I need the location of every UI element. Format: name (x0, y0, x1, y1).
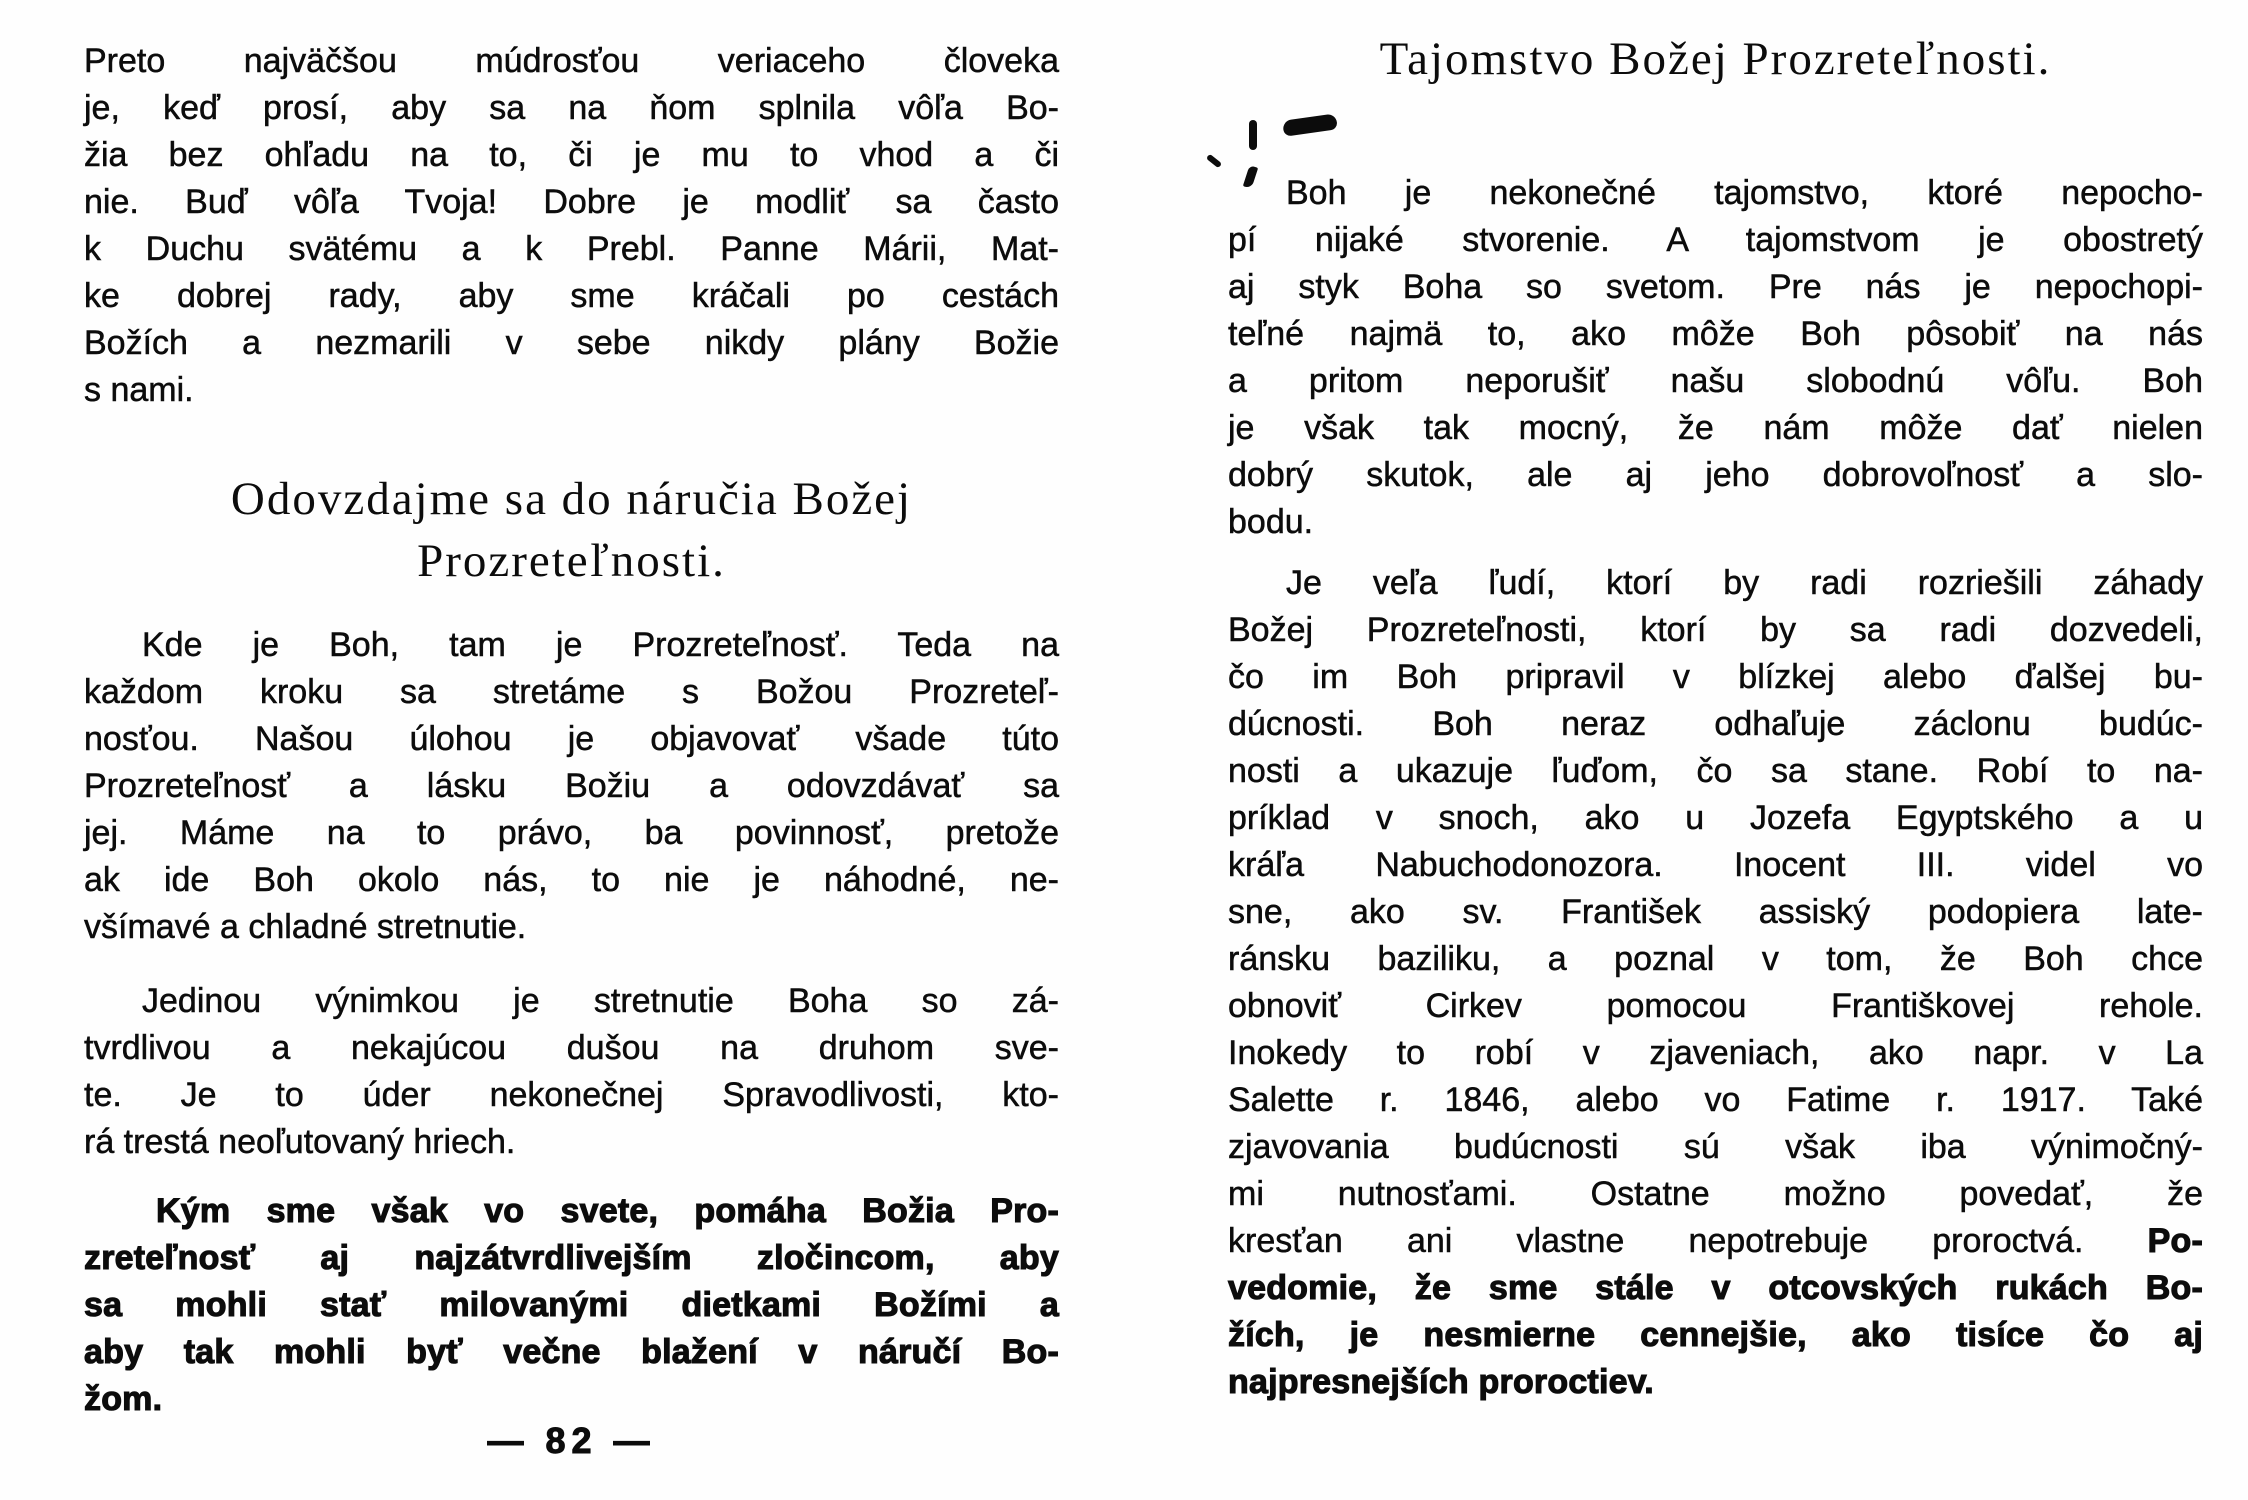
text-run: ránsku baziliku, a poznal v tom, že Boh chce (1228, 940, 2203, 978)
text-run: všímavé a chladné stretnutie. (84, 908, 527, 946)
text-run: čo im Boh pripravil v blízkej alebo ďalšej bu- (1228, 658, 2203, 696)
text-line (84, 530, 1059, 592)
text-line (1228, 560, 2203, 607)
text-run: tvrdlivou a nekajúcou dušou na druhom sve- (84, 1029, 1059, 1067)
left-section-heading (84, 468, 1059, 592)
text-run: Inokedy to robí v zjaveniach, ako napr. v La (1228, 1034, 2203, 1072)
right-section-heading-text: Tajomstvo Božej Prozreteľnosti. (1379, 33, 2052, 85)
text-run: aj styk Boha so svetom. Pre nás je nepochopi- (1228, 268, 2203, 306)
text-line (1228, 748, 2203, 795)
right-paragraph-boh-je-nekonecne (1228, 170, 2203, 546)
text-run: zjavovania budúcnosti sú však iba výnimočný- (1228, 1128, 2203, 1166)
text-line (1228, 607, 2203, 654)
text-line (1228, 936, 2203, 983)
text-run: mi nutnosťami. Ostatne možno povedať, že (1228, 1175, 2203, 1213)
text-line (1228, 170, 2203, 217)
text-line (84, 85, 1059, 132)
text-run: nosti a ukazuje ľuďom, čo sa stane. Robí to na- (1228, 752, 2203, 790)
text-run: je však tak mocný, že nám môže dať nielen (1228, 409, 2203, 447)
bold-text-run: vedomie, že sme stále v otcovských rukách Bo- (1228, 1269, 2203, 1307)
text-run: Odovzdajme sa do náručia Božej (230, 473, 913, 525)
text-line (84, 1376, 1059, 1423)
text-line (1228, 1124, 2203, 1171)
text-line (84, 273, 1059, 320)
text-line (1228, 1030, 2203, 1077)
text-run: pí nijaké stvorenie. A tajomstvom je obostretý (1228, 221, 2203, 259)
text-line (1228, 1265, 2203, 1312)
text-line (1228, 983, 2203, 1030)
text-run: teľné najmä to, ako môže Boh pôsobiť na nás (1228, 315, 2203, 353)
text-line (1228, 311, 2203, 358)
text-run: nosťou. Našou úlohou je objavovať všade túto (84, 720, 1059, 758)
ink-dash-blot (1282, 113, 1338, 136)
text-run: Prozreteľnosti. (417, 535, 726, 587)
text-run: Prozreteľnosť a lásku Božiu a odovzdávať sa (84, 767, 1059, 805)
bold-text-run: najpresnejších proroctiev. (1228, 1363, 1654, 1401)
text-run: te. Je to úder nekonečnej Spravodlivosti, kto- (84, 1076, 1059, 1114)
text-run: ke dobrej rady, aby sme kráčali po cestách (84, 277, 1059, 315)
text-run: Je veľa ľudí, ktorí by radi rozriešili záhady (1286, 564, 2203, 602)
text-run: Jedinou výnimkou je stretnutie Boha so zá- (142, 982, 1059, 1020)
text-line (84, 904, 1059, 951)
left-paragraph-kde-je-boh (84, 622, 1059, 951)
left-paragraph-bold-kym-sme (84, 1188, 1059, 1423)
text-run: dúcnosti. Boh neraz odhaľuje záclonu budúc- (1228, 705, 2203, 743)
text-run: Božích a nezmarili v sebe nikdy plány Božie (84, 324, 1059, 362)
bold-text-run: zreteľnosť aj najzátvrdlivejším zločincom, aby (84, 1239, 1059, 1277)
text-line (1228, 217, 2203, 264)
text-line (84, 179, 1059, 226)
text-line (1228, 1077, 2203, 1124)
text-line (84, 1025, 1059, 1072)
text-run: Kde je Boh, tam je Prozreteľnosť. Teda na (142, 626, 1059, 664)
text-run: kresťan ani vlastne nepotrebuje proroctvá. (1228, 1222, 2148, 1260)
text-run: Boh je nekonečné tajomstvo, ktoré nepocho- (1286, 174, 2203, 212)
text-run: Salette r. 1846, alebo vo Fatime r. 1917. Také (1228, 1081, 2203, 1119)
text-line (84, 716, 1059, 763)
text-run: Božej Prozreteľnosti, ktorí by sa radi dozvedeli, (1228, 611, 2203, 649)
text-run: Preto najväčšou múdrosťou veriaceho človeka (84, 42, 1059, 80)
text-run: žia bez ohľadu na to, či je mu to vhod a či (84, 136, 1059, 174)
text-line (84, 1329, 1059, 1376)
page-number: — 82 — (487, 1420, 656, 1461)
right-paragraph-je-vela-ludi (1228, 560, 2203, 1406)
text-line (84, 810, 1059, 857)
text-line (84, 468, 1059, 530)
text-run: nie. Buď vôľa Tvoja! Dobre je modliť sa často (84, 183, 1059, 221)
left-paragraph-continuation (84, 38, 1059, 414)
text-run: bodu. (1228, 503, 1314, 541)
bold-text-run: Kým sme však vo svete, pomáha Božia Pro- (156, 1192, 1059, 1230)
text-line (84, 320, 1059, 367)
right-section-heading (1228, 28, 2203, 90)
text-line (84, 763, 1059, 810)
text-line (1228, 1218, 2203, 1265)
text-run: jej. Máme na to právo, ba povinnosť, pretože (84, 814, 1059, 852)
text-line (1228, 405, 2203, 452)
text-run: s nami. (84, 371, 194, 409)
text-run: príklad v snoch, ako u Jozefa Egyptského a u (1228, 799, 2203, 837)
text-line (84, 1072, 1059, 1119)
text-line (84, 132, 1059, 179)
text-run: sne, ako sv. František assiský podopiera late- (1228, 893, 2203, 931)
text-line (1228, 842, 2203, 889)
text-line (84, 226, 1059, 273)
text-line (1228, 1359, 2203, 1406)
text-run: dobrý skutok, ale aj jeho dobrovoľnosť a slo- (1228, 456, 2203, 494)
text-line (84, 1235, 1059, 1282)
text-run: kráľa Nabuchodonozora. Inocent III. videl vo (1228, 846, 2203, 884)
text-line (1228, 701, 2203, 748)
text-run: k Duchu svätému a k Prebl. Panne Márii, Mat- (84, 230, 1059, 268)
text-line (1228, 654, 2203, 701)
text-line (1228, 499, 2203, 546)
text-line (84, 669, 1059, 716)
text-run: je, keď prosí, aby sa na ňom splnila vôľa Bo- (84, 89, 1059, 127)
text-line (84, 1119, 1059, 1166)
text-line (1228, 889, 2203, 936)
left-paragraph-jedinou-vynimkou (84, 978, 1059, 1166)
text-run: každom kroku sa stretáme s Božou Prozreteľ- (84, 673, 1059, 711)
bold-text-run: žom. (84, 1380, 163, 1418)
text-run: obnoviť Cirkev pomocou Františkovej rehole. (1228, 987, 2203, 1025)
bold-text-run: Po- (2147, 1222, 2203, 1260)
text-line (84, 1188, 1059, 1235)
text-line (84, 857, 1059, 904)
text-line (84, 1282, 1059, 1329)
text-line (84, 38, 1059, 85)
text-line (1228, 264, 2203, 311)
text-line (1228, 1312, 2203, 1359)
text-line (84, 978, 1059, 1025)
text-line (84, 367, 1059, 414)
text-line (1228, 1171, 2203, 1218)
text-line (1228, 452, 2203, 499)
text-line (84, 622, 1059, 669)
ink-accent-blot (1206, 154, 1222, 169)
text-run: rá trestá neoľutovaný hriech. (84, 1123, 516, 1161)
bold-text-run: aby tak mohli byť večne blažení v náručí Bo- (84, 1333, 1059, 1371)
text-line (1228, 795, 2203, 842)
bold-text-run: sa mohli stať milovanými dietkami Božími a (84, 1286, 1059, 1324)
text-run: ak ide Boh okolo nás, to nie je náhodné, ne- (84, 861, 1059, 899)
text-run: a pritom neporušiť našu slobodnú vôľu. Boh (1228, 362, 2203, 400)
text-line (1228, 358, 2203, 405)
bold-text-run: žích, je nesmierne cennejšie, ako tisíce čo aj (1228, 1316, 2203, 1354)
